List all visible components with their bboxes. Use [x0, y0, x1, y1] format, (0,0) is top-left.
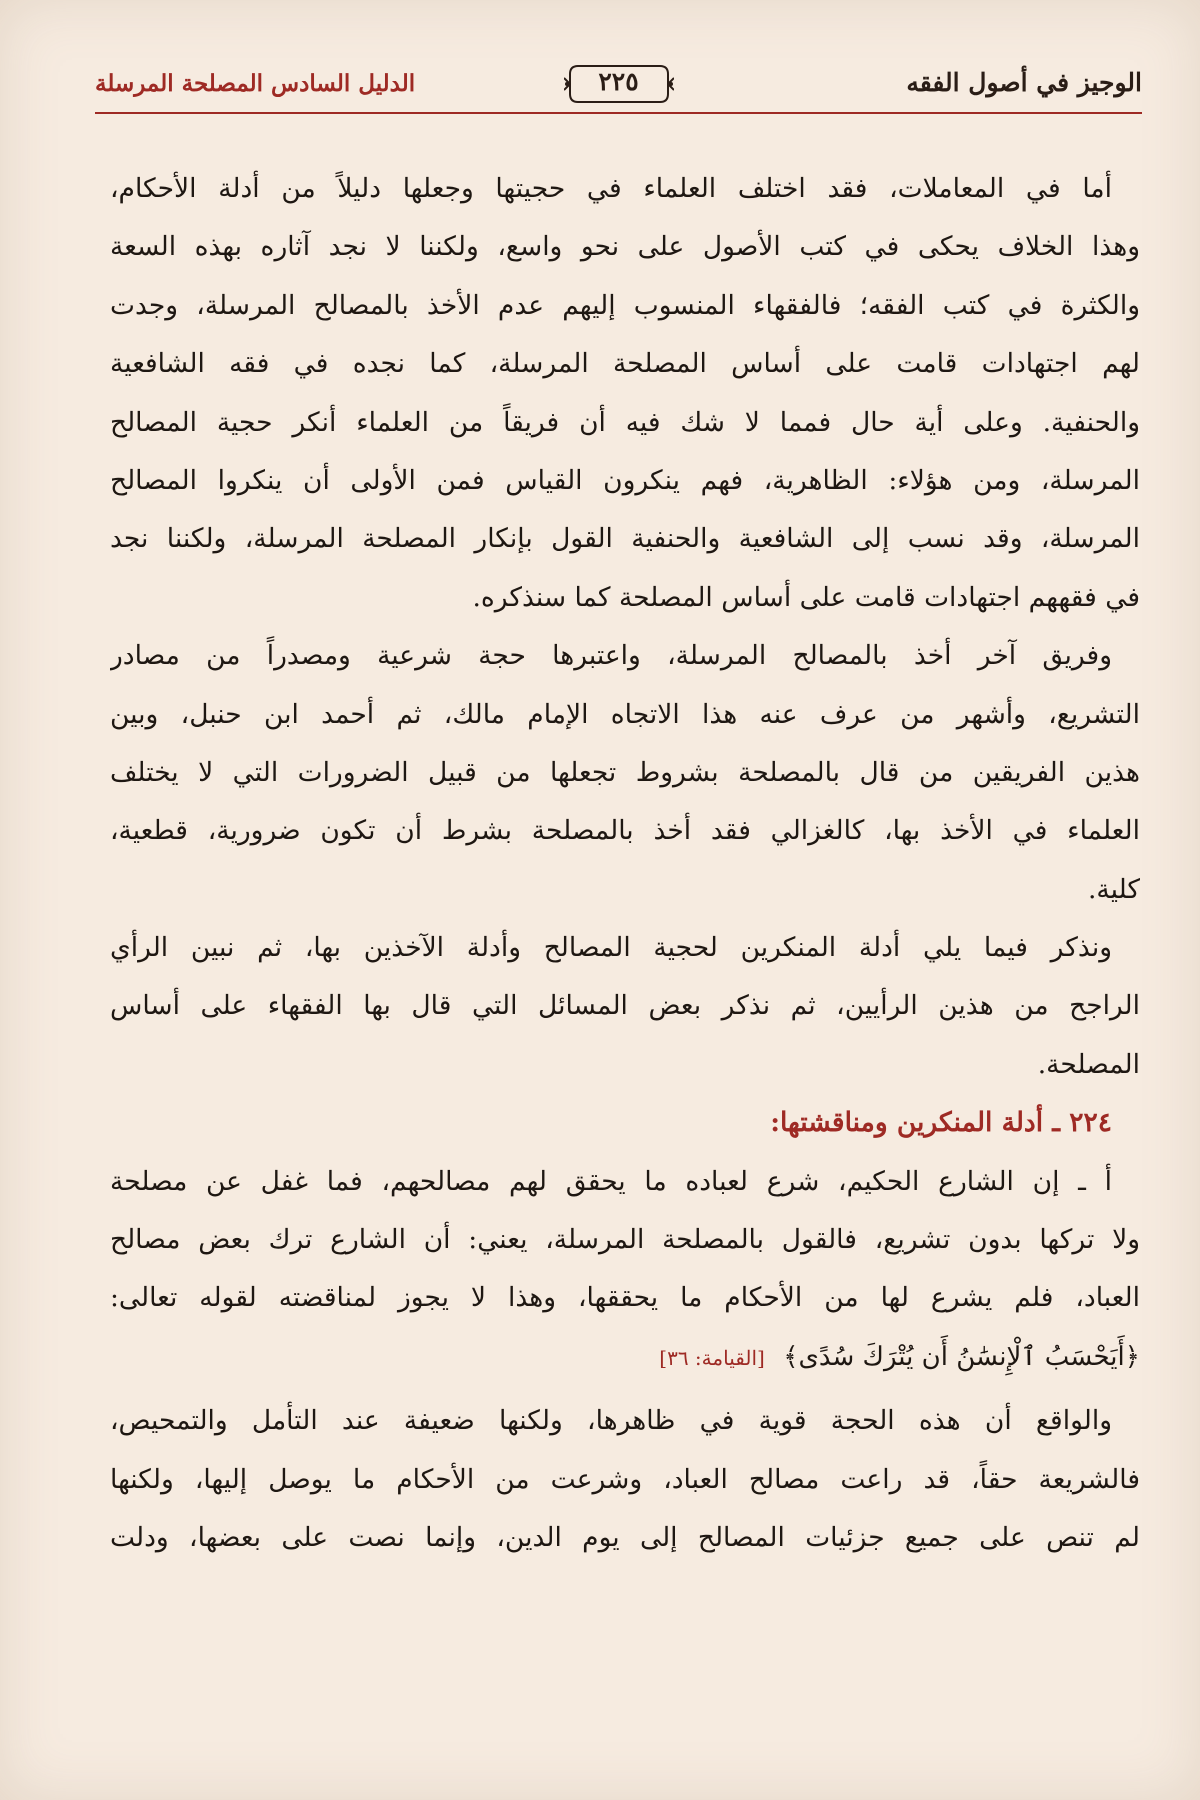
header-divider [95, 112, 1142, 114]
page-number: ٢٢٥ [598, 67, 639, 96]
text-line: والواقع أن هذه الحجة قوية في ظاهرها، ولكنها ضعيفة عند التأمل والتمحيص، [110, 1405, 1112, 1437]
paragraph-2 [110, 627, 1140, 919]
text-line: فالشريعة حقاً، قد راعت مصالح العباد، وشرعت من الأحكام ما يوصل إليها، ولكنها [110, 1463, 1140, 1495]
page-number-ornament [564, 62, 674, 106]
quran-verse-line [110, 1328, 1140, 1386]
paragraph-3 [110, 919, 1140, 1094]
final-paragraph [110, 1392, 1140, 1567]
text-line: العباد، فلم يشرع لها من الأحكام ما يحققها، وهذا لا يجوز لمناقضته لقوله تعالى: [110, 1282, 1140, 1314]
text-line: ونذكر فيما يلي أدلة المنكرين لحجية المصالح وأدلة الآخذين بها، ثم نبين الرأي [110, 932, 1112, 964]
text-line: المرسلة، ومن هؤلاء: الظاهرية، فهم ينكرون القياس فمن الأولى أن ينكروا المصالح [110, 464, 1140, 496]
paragraph-1 [110, 160, 1140, 627]
text-line: وفريق آخر أخذ بالمصالح المرسلة، واعتبرها حجة شرعية ومصدراً من مصادر [110, 640, 1112, 672]
text-line: والحنفية. وعلى أية حال فمما لا شك فيه أن فريقاً من العلماء أنكر حجية المصالح [110, 406, 1140, 438]
text-line: أ ـ إن الشارع الحكيم، شرع لعباده ما يحقق لهم مصالحهم، فما غفل عن مصلحة [110, 1165, 1112, 1197]
book-title: الوجيز في أصول الفقه [906, 68, 1142, 97]
text-line: ولا تركها بدون تشريع، فالقول بالمصلحة المرسلة، يعني: أن الشارع ترك بعض مصالح [110, 1224, 1140, 1256]
chapter-title: الدليل السادس المصلحة المرسلة [95, 70, 416, 97]
text-line: المصلحة. [1037, 1048, 1140, 1080]
page-body [110, 160, 1140, 1567]
quran-verse: ﴿أَيَحْسَبُ ٱلْإِنسَٰنُ أَن يُتْرَكَ سُدًى﴾ [783, 1341, 1140, 1372]
text-line: في فقههم اجتهادات قامت على أساس المصلحة كما سنذكره. [472, 581, 1140, 613]
text-line: أما في المعاملات، فقد اختلف العلماء في حجيتها وجعلها دليلاً من أدلة الأحكام، [110, 173, 1112, 204]
argument-a [110, 1153, 1140, 1387]
text-line: وهذا الخلاف يحكى في كتب الأصول على نحو واسع، ولكننا لا نجد آثاره بهذه السعة [110, 231, 1140, 263]
text-line: لهم اجتهادات قامت على أساس المصلحة المرسلة، كما نجده في فقه الشافعية [110, 348, 1140, 380]
text-line: هذين الفريقين من قال بالمصلحة بشروط تجعلها من قبيل الضرورات التي لا يختلف [110, 756, 1140, 788]
verse-reference: [القيامة: ٣٦] [659, 1345, 765, 1370]
text-line: الراجح من هذين الرأيين، ثم نذكر بعض المسائل التي قال بها الفقهاء على أساس [110, 990, 1140, 1022]
text-line: التشريع، وأشهر من عرف عنه هذا الاتجاه الإمام مالك، ثم أحمد ابن حنبل، وبين [110, 698, 1140, 730]
text-line: المرسلة، وقد نسب إلى الشافعية والحنفية القول بإنكار المصلحة المرسلة، ولكننا نجد [110, 523, 1140, 555]
section-heading: ٢٢٤ ـ أدلة المنكرين ومناقشتها: [770, 1107, 1112, 1139]
text-line: لم تنص على جميع جزئيات المصالح إلى يوم الدين، وإنما نصت على بعضها، ودلت [110, 1521, 1140, 1553]
running-header [95, 62, 1142, 110]
text-line: والكثرة في كتب الفقه؛ فالفقهاء المنسوب إليهم عدم الأخذ بالمصالح المرسلة، وجدت [110, 289, 1140, 321]
text-line: كلية. [1087, 873, 1140, 905]
text-line: العلماء في الأخذ بها، كالغزالي فقد أخذ بالمصلحة بشرط أن تكون ضرورية، قطعية، [110, 815, 1140, 847]
